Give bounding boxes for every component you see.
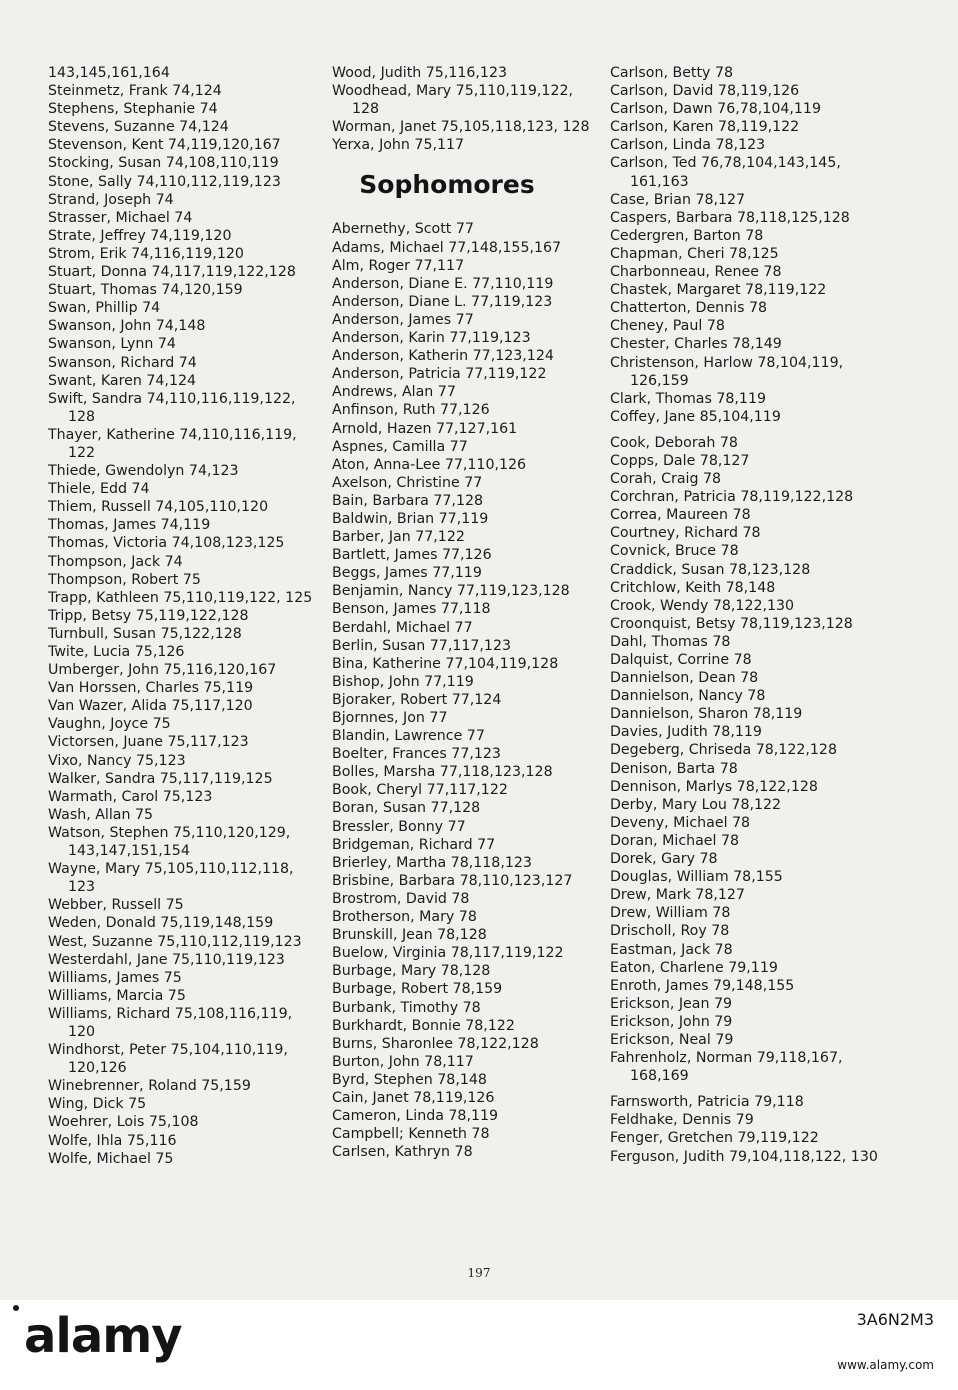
index-entry: Umberger, John 75,116,120,167 (48, 662, 277, 679)
index-entry: Case, Brian 78,127 (610, 191, 746, 208)
index-entry: Stevens, Suzanne 74,124 (48, 119, 229, 136)
index-entry: Benjamin, Nancy 77,119,123,128 (332, 583, 570, 600)
index-entry: Dannielson, Sharon 78,119 (610, 706, 803, 723)
index-entry: Wood, Judith 75,116,123 (332, 65, 508, 81)
index-entry: Chester, Charles 78,149 (610, 336, 782, 353)
index-entry: Brostrom, David 78 (332, 890, 470, 907)
index-entry: Strasser, Michael 74 (48, 209, 193, 226)
index-entry: Dannielson, Dean 78 (610, 670, 759, 687)
index-entry: Webber, Russell 75 (48, 897, 184, 914)
index-entry: Strand, Joseph 74 (48, 191, 174, 208)
index-entry: Chatterton, Dennis 78 (610, 300, 768, 317)
index-entry: Thompson, Jack 74 (48, 553, 183, 570)
index-entry: Cheney, Paul 78 (610, 318, 725, 335)
index-entry: Andrews, Alan 77 (332, 384, 456, 401)
image-code: 3A6N2M3 (856, 1310, 934, 1329)
index-entry: Carlson, Ted 76,78,104,143,145, 161,163 (610, 155, 841, 190)
index-entry: Drew, William 78 (610, 905, 731, 922)
index-entry: Swift, Sandra 74,110,116,119,122, 128 (48, 390, 296, 425)
index-entry: Vixo, Nancy 75,123 (48, 752, 186, 769)
entry-list (610, 434, 900, 1085)
index-entry: Woehrer, Lois 75,108 (48, 1114, 199, 1131)
index-entry: Aspnes, Camilla 77 (332, 438, 468, 455)
index-entry: Davies, Judith 78,119 (610, 724, 762, 741)
index-entry: Feldhake, Dennis 79 (610, 1112, 754, 1129)
index-entry: Carlson, Dawn 76,78,104,119 (610, 101, 821, 118)
index-entry: Victorsen, Juane 75,117,123 (48, 734, 249, 751)
index-entry: Stevenson, Kent 74,119,120,167 (48, 137, 281, 154)
index-entry: Turnbull, Susan 75,122,128 (48, 625, 242, 642)
index-entry: Anderson, Karin 77,119,123 (332, 330, 531, 347)
index-entry: Cedergren, Barton 78 (610, 227, 764, 244)
index-entry: Watson, Stephen 75,110,120,129, 143,147,151,154 (48, 824, 291, 860)
index-entry: Corah, Craig 78 (610, 471, 722, 488)
index-entry: Thiem, Russell 74,105,110,120 (48, 499, 269, 516)
index-entry: Dalquist, Corrine 78 (610, 652, 752, 668)
index-entry: Drischoll, Roy 78 (610, 923, 730, 940)
index-entry: Anderson, Patricia 77,119,122 (332, 366, 547, 383)
index-entry: Book, Cheryl 77,117,122 (332, 782, 508, 799)
index-entry: Deveny, Michael 78 (610, 814, 751, 831)
logo-dot-icon (12, 1304, 20, 1312)
index-entry: Crook, Wendy 78,122,130 (610, 597, 795, 614)
index-entry: Westerdahl, Jane 75,110,119,123 (48, 951, 285, 968)
index-entry: Thomas, James 74,119 (48, 517, 211, 534)
index-entry: Degeberg, Chriseda 78,122,128 (610, 742, 837, 759)
index-entry: Doran, Michael 78 (610, 832, 740, 849)
index-entry: Carlson, Linda 78,123 (610, 137, 766, 154)
index-entry: 143,145,161,164 (48, 65, 170, 81)
index-entry: Anderson, Katherin 77,123,124 (332, 348, 554, 365)
index-entry: Walker, Sandra 75,117,119,125 (48, 770, 273, 787)
index-entry: Chapman, Cheri 78,125 (610, 245, 779, 262)
index-entry: Boelter, Frances 77,123 (332, 746, 501, 763)
index-entry: Swan, Phillip 74 (48, 300, 161, 317)
index-entry: West, Suzanne 75,110,112,119,123 (48, 933, 302, 950)
index-entry: Courtney, Richard 78 (610, 525, 761, 542)
index-entry: Covnick, Bruce 78 (610, 543, 739, 560)
index-entry: Bjornnes, Jon 77 (332, 710, 448, 726)
index-entry: Van Horssen, Charles 75,119 (48, 680, 254, 697)
index-entry: Corchran, Patricia 78,119,122,128 (610, 489, 854, 506)
index-entry: Yerxa, John 75,117 (332, 137, 465, 154)
index-entry: Axelson, Christine 77 (332, 474, 483, 491)
index-entry: Carlson, Betty 78 (610, 65, 734, 81)
index-entry: Baldwin, Brian 77,119 (332, 510, 489, 527)
index-column-1 (48, 64, 318, 1168)
index-entry: Van Wazer, Alida 75,117,120 (48, 698, 253, 715)
index-entry: Strate, Jeffrey 74,119,120 (48, 227, 232, 244)
index-entry: Wash, Allan 75 (48, 806, 154, 823)
index-entry: Cain, Janet 78,119,126 (332, 1089, 495, 1106)
index-entry: Bridgeman, Richard 77 (332, 836, 496, 853)
index-entry: Strom, Erik 74,116,119,120 (48, 245, 244, 262)
index-entry: Brunskill, Jean 78,128 (332, 927, 487, 944)
index-entry: Croonquist, Betsy 78,119,123,128 (610, 615, 853, 632)
section-heading: Sophomores (359, 170, 535, 200)
index-entry: Williams, Marcia 75 (48, 987, 186, 1004)
index-entry: Anfinson, Ruth 77,126 (332, 402, 490, 419)
index-entry: Coffey, Jane 85,104,119 (610, 408, 781, 425)
index-entry: Ferguson, Judith 79,104,118,122, 130 (610, 1148, 878, 1165)
index-entry: Blandin, Lawrence 77 (332, 728, 485, 745)
entry-list (48, 64, 318, 1168)
index-entry: Adams, Michael 77,148,155,167 (332, 239, 562, 256)
index-entry: Erickson, Jean 79 (610, 995, 733, 1012)
index-entry: Anderson, James 77 (332, 311, 474, 328)
entry-list (610, 64, 900, 426)
index-entry: Thayer, Katherine 74,110,116,119, 122 (48, 426, 297, 461)
index-entry: Douglas, William 78,155 (610, 869, 783, 886)
index-entry: Eastman, Jack 78 (610, 941, 733, 958)
index-entry: Clark, Thomas 78,119 (610, 390, 767, 407)
index-entry: Williams, James 75 (48, 969, 182, 986)
index-entry: Chastek, Margaret 78,119,122 (610, 282, 827, 299)
index-entry: Thomas, Victoria 74,108,123,125 (48, 535, 285, 552)
index-entry: Carlson, Karen 78,119,122 (610, 119, 800, 136)
index-entry: Burbage, Robert 78,159 (332, 981, 503, 998)
index-entry: Fenger, Gretchen 79,119,122 (610, 1130, 819, 1147)
index-entry: Boran, Susan 77,128 (332, 800, 481, 817)
index-entry: Carlson, David 78,119,126 (610, 83, 800, 100)
index-entry: Swant, Karen 74,124 (48, 372, 197, 389)
index-entry: Stuart, Donna 74,117,119,122,128 (48, 264, 296, 281)
index-entry: Burkhardt, Bonnie 78,122 (332, 1017, 515, 1034)
index-entry: Carlsen, Kathryn 78 (332, 1144, 473, 1161)
index-entry: Bressler, Bonny 77 (332, 818, 466, 835)
index-entry: Bina, Katherine 77,104,119,128 (332, 655, 559, 672)
index-entry: Berdahl, Michael 77 (332, 619, 473, 636)
index-entry: Charbonneau, Renee 78 (610, 264, 782, 281)
index-entry: Bishop, John 77,119 (332, 673, 474, 690)
index-entry: Thiede, Gwendolyn 74,123 (48, 463, 239, 480)
index-entry: Farnsworth, Patricia 79,118 (610, 1094, 804, 1111)
index-entry: Dahl, Thomas 78 (610, 633, 731, 650)
index-entry: Thiele, Edd 74 (48, 481, 150, 498)
index-entry: Williams, Richard 75,108,116,119, 120 (48, 1005, 293, 1040)
index-entry: Berlin, Susan 77,117,123 (332, 637, 512, 654)
index-entry: Tripp, Betsy 75,119,122,128 (48, 607, 249, 624)
index-entry: Drew, Mark 78,127 (610, 887, 745, 904)
index-entry: Warmath, Carol 75,123 (48, 788, 213, 805)
index-entry: Windhorst, Peter 75,104,110,119, 120,126 (48, 1042, 288, 1077)
index-column-3 (610, 64, 900, 1166)
index-entry: Winebrenner, Roland 75,159 (48, 1078, 251, 1095)
index-entry: Campbell; Kenneth 78 (332, 1126, 490, 1143)
index-entry: Alm, Roger 77,117 (332, 257, 465, 274)
index-entry: Arnold, Hazen 77,127,161 (332, 420, 518, 437)
index-entry: Bain, Barbara 77,128 (332, 492, 484, 509)
index-entry: Aton, Anna-Lee 77,110,126 (332, 456, 527, 473)
index-entry: Burbage, Mary 78,128 (332, 963, 491, 980)
index-entry: Craddick, Susan 78,123,128 (610, 561, 811, 578)
brand-logo: alamy (24, 1308, 182, 1364)
index-entry: Burton, John 78,117 (332, 1053, 474, 1070)
index-entry: Barber, Jan 77,122 (332, 529, 465, 546)
index-entry: Wayne, Mary 75,105,110,112,118, 123 (48, 861, 294, 896)
index-entry: Swanson, John 74,148 (48, 318, 206, 335)
index-entry: Dennison, Marlys 78,122,128 (610, 778, 818, 795)
index-entry: Fahrenholz, Norman 79,118,167, 168,169 (610, 1050, 843, 1085)
index-entry: Steinmetz, Frank 74,124 (48, 83, 222, 100)
brand-url: www.alamy.com (837, 1358, 934, 1372)
index-entry: Stocking, Susan 74,108,110,119 (48, 155, 279, 172)
index-entry: Bjoraker, Robert 77,124 (332, 691, 502, 708)
index-entry: Bolles, Marsha 77,118,123,128 (332, 764, 553, 781)
entry-list (332, 220, 597, 1161)
index-entry: Beggs, James 77,119 (332, 565, 482, 582)
index-entry: Cook, Deborah 78 (610, 434, 738, 451)
index-entry: Dorek, Gary 78 (610, 851, 718, 868)
index-entry: Burbank, Timothy 78 (332, 999, 481, 1016)
index-entry: Denison, Barta 78 (610, 760, 738, 777)
index-entry: Correa, Maureen 78 (610, 507, 751, 524)
index-entry: Swanson, Richard 74 (48, 354, 197, 371)
index-entry: Benson, James 77,118 (332, 601, 491, 618)
index-entry: Vaughn, Joyce 75 (48, 716, 171, 733)
index-entry: Eaton, Charlene 79,119 (610, 959, 778, 976)
index-entry: Critchlow, Keith 78,148 (610, 579, 776, 596)
index-entry: Brierley, Martha 78,118,123 (332, 854, 532, 871)
index-entry: Wing, Dick 75 (48, 1096, 147, 1113)
index-entry: Erickson, John 79 (610, 1013, 733, 1030)
index-entry: Weden, Donald 75,119,148,159 (48, 915, 274, 932)
page-number: 197 (467, 1266, 491, 1280)
index-entry: Cameron, Linda 78,119 (332, 1108, 499, 1125)
index-entry: Wolfe, Michael 75 (48, 1150, 174, 1167)
index-entry: Burns, Sharonlee 78,122,128 (332, 1035, 539, 1052)
index-entry: Erickson, Neal 79 (610, 1031, 734, 1048)
index-entry: Bartlett, James 77,126 (332, 547, 492, 564)
index-entry: Buelow, Virginia 78,117,119,122 (332, 945, 564, 962)
index-entry: Byrd, Stephen 78,148 (332, 1071, 487, 1088)
index-entry: Anderson, Diane L. 77,119,123 (332, 293, 553, 310)
index-entry: Swanson, Lynn 74 (48, 336, 176, 353)
index-entry: Anderson, Diane E. 77,110,119 (332, 275, 554, 292)
index-entry: Stephens, Stephanie 74 (48, 101, 218, 118)
index-entry: Abernethy, Scott 77 (332, 221, 474, 238)
index-entry: Worman, Janet 75,105,118,123, 128 (332, 119, 590, 136)
index-entry: Wolfe, Ihla 75,116 (48, 1132, 177, 1149)
index-entry: Twite, Lucia 75,126 (48, 644, 185, 660)
index-entry: Caspers, Barbara 78,118,125,128 (610, 209, 850, 226)
index-entry: Brisbine, Barbara 78,110,123,127 (332, 872, 573, 889)
index-entry: Christenson, Harlow 78,104,119, 126,159 (610, 354, 844, 389)
index-entry: Woodhead, Mary 75,110,119,122, 128 (332, 83, 574, 118)
index-entry: Derby, Mary Lou 78,122 (610, 796, 782, 813)
index-column-2 (332, 64, 597, 1161)
index-entry: Trapp, Kathleen 75,110,119,122, 125 (48, 589, 313, 606)
index-entry: Stuart, Thomas 74,120,159 (48, 282, 243, 299)
spacer (610, 426, 900, 434)
index-entry: Enroth, James 79,148,155 (610, 977, 795, 994)
entry-list (332, 64, 597, 154)
spacer (610, 1085, 900, 1093)
index-entry: Stone, Sally 74,110,112,119,123 (48, 173, 281, 190)
index-entry: Copps, Dale 78,127 (610, 452, 750, 469)
index-entry: Dannielson, Nancy 78 (610, 688, 766, 705)
index-entry: Brotherson, Mary 78 (332, 909, 477, 926)
entry-list (610, 1093, 900, 1165)
index-entry: Thompson, Robert 75 (48, 571, 201, 588)
